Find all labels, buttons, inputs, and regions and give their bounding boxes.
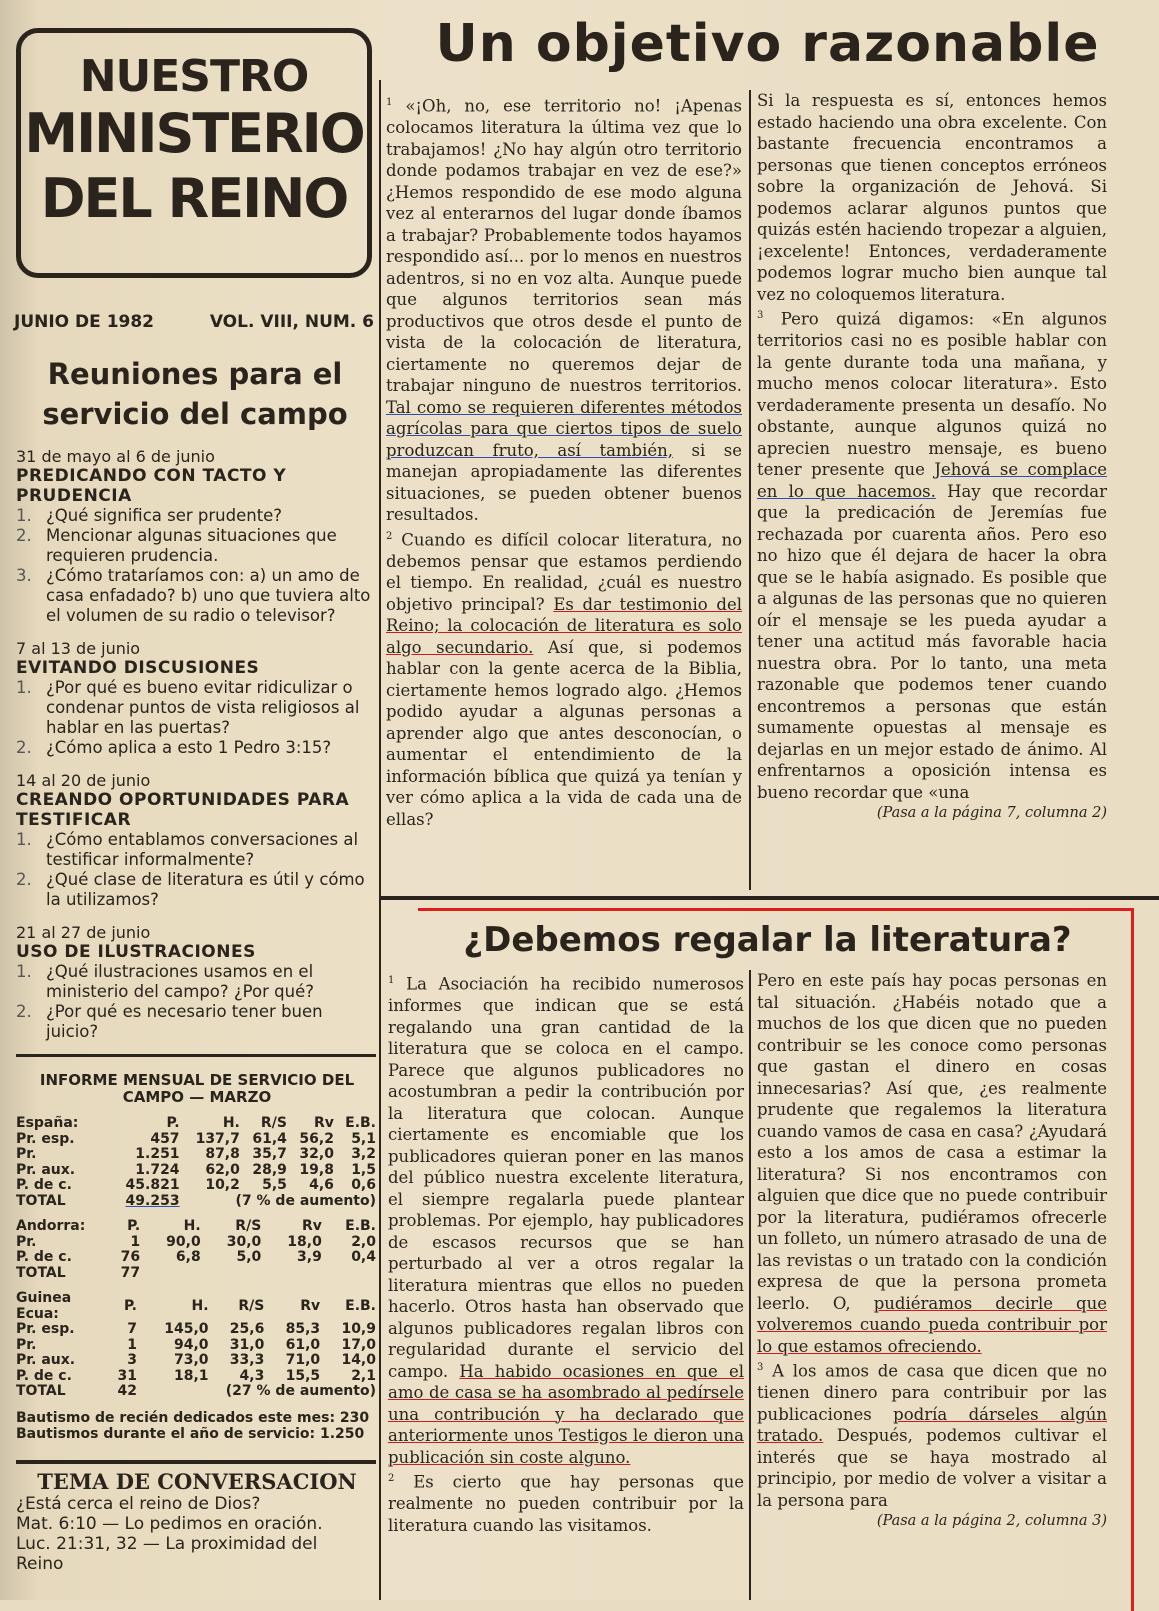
masthead-box: [16, 28, 372, 278]
table-row: Pr. esp. 457 137,7 61,4 56,2 5,1: [16, 1130, 376, 1147]
meeting-week: [16, 772, 378, 910]
continued-note: (Pasa a la página 7, columna 2): [876, 805, 1107, 821]
meeting-week: [16, 448, 378, 626]
table-row: Pr. aux. 3 73,0 33,3 71,0 14,0: [16, 1352, 376, 1368]
table-row: Pr. esp. 7 145,0 25,6 85,3 10,9: [16, 1321, 376, 1337]
article2-title: ¿Debemos regalar la literatura?: [463, 920, 1072, 960]
topic-line: Luc. 21:31, 32 — La proximidad del: [16, 1534, 318, 1554]
topic-line: ¿Está cerca el reino de Dios?: [16, 1494, 261, 1514]
column-header: R/S: [235, 1218, 262, 1234]
week-date: 7 al 13 de junio: [16, 639, 141, 658]
underlined-text: Es dar testimonio del Reino; la colocación de literatura es solo algo secundario.: [386, 594, 743, 657]
week-question: 2. Mencionar algunas situaciones que requieren prudencia.: [16, 526, 337, 565]
field-service-report: [16, 1072, 378, 1442]
table-row: P. de c. 45.821 10,2 5,5 4,6 0,6: [16, 1177, 376, 1193]
dateline: [14, 312, 374, 332]
para: si se manejan apropiadamente las diferentes situaciones, se pueden obtener buenos resultados.: [386, 440, 742, 524]
para: Si la respuesta es sí, entonces hemos estado haciendo una obra excelente. Con bastante frecuencia encontramos a personas que tienen conceptos erróneos sobre la organización de Jehová. Si podemos aclarar algunos puntos que quizás estén haciendo tropezar a alguien, ¡excelente! Entonces, verdaderamente podemos lograr mucho bien aunque tal vez no coloquemos literatura.: [757, 91, 1107, 304]
divider: [380, 896, 1159, 900]
baptism-year: Bautismos durante el año de servicio: 1.250: [16, 1425, 365, 1442]
topic-line: Reino: [16, 1554, 64, 1574]
masthead-line3: DEL REINO: [40, 167, 348, 230]
table-row: Pr. 1 90,0 30,0 18,0 2,0: [16, 1233, 376, 1250]
para: Después, podemos cultivar el interés que se haya mostrado al principio, por medio de volver a visitar a la persona para: [757, 1426, 1108, 1510]
table-row: P. de c. 76 6,8 5,0 3,9 0,4: [16, 1249, 376, 1265]
column-header: H.: [222, 1115, 240, 1131]
para: Hay que recordar que la predicación de Jeremías fue rechazada por cuarenta años. Pero eso no hizo que él dejara de hacer la obra que se le había asignado. Es posible que a algunas de las personas que no quieren oír el mensaje se les pueda ayudar a tener una actitud más favorable hacia nuestra obra. Por lo tanto, una meta razonable que podemos tener cuando encontremos a personas que están sumamente opuestas al mensaje es dejarlas en un mejor estado de ánimo. Al enfrentarnos a oposición intensa es bueno recordar que «una: [757, 481, 1107, 802]
article2-column1: $^1$ La Asociación ha recibido numerosos informes que indican que se está regalando una gran cantidad de la literatura que se coloca en el campo. Parece que algunos publicadores no acostumbran a pedir la contribución por la literatura que colocan. Aunque ciertamente es encomiable que los publicadores quieran poner en las manos del público nuestra excelente literatura, el siempre regalarla puede plantear problemas. Por ejemplo, hay publicadores de escasos recursos que se han perturbado al ver a otros regalar la literatura mientras que ellos no pueden hacerlo. Otros hasta han observado que algunos publicadores regalan libros con regularidad durante el servicio del campo. Ha habido ocasiones en que el amo de casa se ha asombrado al pedírsele una contribución y ha declarado que anteriormente unos Testigos le dieron una publicación sin coste alguno. $^2$ Es cierto que hay personas que realmente no pueden contribuir por la literatura cuando las visitamos.: [388, 974, 745, 1535]
column-header: Rv: [300, 1297, 321, 1314]
week-theme: CREANDO OPORTUNIDADES PARA TESTIFICAR: [16, 790, 350, 830]
week-theme: USO DE ILUSTRACIONES: [16, 942, 256, 962]
column-header: E.B.: [345, 1297, 376, 1314]
para: A los amos de casa que dicen que no tienen dinero para contribuir por las publicaciones: [757, 1361, 1108, 1424]
week-date: 21 al 27 de junio: [16, 923, 151, 942]
week-date: 14 al 20 de junio: [16, 771, 151, 790]
para: Cuando es difícil colocar literatura, no debemos pensar que estamos perdiendo el tiempo. En realidad, ¿cuál es nuestro objetivo principal?: [386, 530, 743, 614]
report-title: INFORME MENSUAL DE SERVICIO DEL CAMPO — MARZO: [39, 1071, 355, 1106]
column-header: P.: [123, 1297, 137, 1314]
column-rule: [749, 970, 751, 1600]
underlined-text: Tal como se requieren diferentes métodos agrícolas para que ciertos tipos de suelo produzcan fruto, así también,: [386, 397, 742, 460]
report-table: [16, 1291, 376, 1400]
article1-column1: $^1$ «¡Oh, no, ese territorio no! ¡Apenas colocamos literatura la última vez que lo trabajamos! ¿No hay algún otro territorio donde podamos trabajar en vez de ese?» ¿Hemos respondido de ese modo alguna vez al enterarnos del lugar donde íbamos a trabajar? Probablemente todos hayamos respondido así... por lo menos en nuestros adentros, si no en voz alta. Aunque puede que algunos territorios sean más productivos que otros desde el punto de vista de la colocación de literatura, ciertamente no queremos dejar de trabajar ninguno de nuestros territorios. Tal como se requieren diferentes métodos agrícolas para que ciertos tipos de suelo produzcan fruto, así también, si se manejan apropiadamente las diferentes situaciones, se pueden obtener buenos resultados. $^2$ Cuando es difícil colocar literatura, no debemos pensar que estamos perdiendo el tiempo. En realidad, ¿cuál es nuestro objetivo principal? Es dar testimonio del Reino; la colocación de literatura es solo algo secundario. Así que, si podemos hablar con la gente acerca de la Biblia, ciertamente hemos logrado algo. ¿Hemos podido ayudar a algunas personas a aprender algo que antes desconocían, o aumentar el entendimiento de la información bíblica que quizá ya tenían y ver cómo aplica a la vida de cada una de ellas?: [386, 96, 743, 829]
column-header: E.B.: [345, 1115, 376, 1131]
issue-volume: VOL. VIII, NUM. 6: [209, 312, 374, 332]
week-question: 2. ¿Por qué es necesario tener buen juicio?: [16, 1002, 323, 1041]
para: Es cierto que hay personas que realmente no pueden contribuir por la literatura cuando las visitamos.: [388, 1472, 744, 1535]
total-row: TOTAL 42 (27 % de aumento): [16, 1383, 376, 1399]
week-question: 1. ¿Qué significa ser prudente?: [16, 506, 283, 525]
table-row: Pr. 1.251 87,8 35,7 32,0 3,2: [16, 1146, 376, 1162]
para: Pero quizá digamos: «En algunos territorios casi no es posible hablar con la gente durante toda una mañana, y mucho menos colocar literatura». Esto verdaderamente presenta un desafío. No obstante, aunque algunos quizá no aprecien nuestro mensaje, es bueno tener presente que: [757, 309, 1107, 479]
baptism-month: Bautismo de recién dedicados este mes: 230: [16, 1409, 370, 1426]
masthead-line1: NUESTRO: [79, 51, 309, 102]
week-question: 2. ¿Cómo aplica a esto 1 Pedro 3:15?: [16, 738, 332, 757]
column-header: R/S: [260, 1115, 287, 1131]
column-header: R/S: [238, 1297, 265, 1314]
country-name: Guinea Ecua:: [16, 1290, 72, 1322]
report-table: [16, 1116, 376, 1209]
article1-column2: Si la respuesta es sí, entonces hemos estado haciendo una obra excelente. Con bastante frecuencia encontramos a personas que tienen conceptos erróneos sobre la organización de Jehová. Si podemos aclarar algunos puntos que quizás estén haciendo tropezar a alguien, ¡excelente! Entonces, verdaderamente podemos lograr mucho bien aunque tal vez no coloquemos literatura. $^3$ Pero quizá digamos: «En algunos territorios casi no es posible hablar con la gente durante toda una mañana, y mucho menos colocar literatura». Esto verdaderamente presenta un desafío. No obstante, aunque algunos quizá no aprecien nuestro mensaje, es bueno tener presente que Jehová se complace en lo que hacemos. Hay que recordar que la predicación de Jeremías fue rechazada por cuarenta años. Pero eso no hizo que él dejara de hacer la obra que se le había asignado. Es posible que a algunas de las personas que no quieren oír el mensaje se les pueda ayudar a tener una actitud más favorable hacia nuestra obra. Por lo tanto, una meta razonable que podemos tener cuando encontremos a personas que están sumamente opuestas al mensaje es dejarlas en un mejor estado de ánimo. Al enfrentarnos a oposición intensa es bueno recordar que «una (Pasa a la página 7, columna 2): [757, 90, 1107, 825]
para: «¡Oh, no, ese territorio no! ¡Apenas colocamos literatura la última vez que lo trabajamos! ¿No hay algún otro territorio donde podamos trabajar en vez de ese?» ¿Hemos respondido de ese modo alguna vez al enterarnos del lugar donde íbamos a trabajar? Probablemente todos hayamos respondido así... por lo menos en nuestros adentros, si no en voz alta. Aunque puede que algunos territorios sean más productivos que otros desde el punto de vista de la colocación de literatura, ciertamente no queremos dejar de trabajar ninguno de nuestros territorios.: [386, 96, 742, 395]
underlined-text: Jehová se complace en lo que hacemos.: [757, 460, 1107, 501]
column-header: P.: [127, 1218, 141, 1234]
week-question: 1. ¿Por qué es bueno evitar ridiculizar o condenar puntos de vista religiosos al hablar en las puertas?: [16, 678, 360, 737]
table-row: Pr. 1 94,0 31,0 61,0 17,0: [16, 1336, 376, 1353]
total-row: TOTAL 77: [16, 1264, 141, 1281]
column-rule: [749, 90, 751, 890]
table-row: Pr. aux. 1.724 62,0 28,9 19,8 1,5: [16, 1161, 376, 1178]
underlined-text: Ha habido ocasiones en que el amo de casa se ha asombrado al pedírsele una contribución y ha declarado que anteriormente unos Testigos le dieron una publicación sin coste alguno.: [388, 1361, 745, 1467]
column-header: H.: [183, 1218, 201, 1234]
divider: [16, 1054, 376, 1057]
week-theme: PREDICANDO CON TACTO Y PRUDENCIA: [16, 466, 287, 506]
conversation-topic: [16, 1470, 378, 1574]
issue-date: JUNIO DE 1982: [14, 312, 155, 332]
week-question: 1. ¿Qué ilustraciones usamos en el ministerio del campo? ¿Por qué?: [16, 962, 314, 1001]
topic-line: Mat. 6:10 — Lo pedimos en oración.: [16, 1514, 323, 1534]
column-header: E.B.: [345, 1218, 376, 1234]
meeting-week: [16, 924, 378, 1042]
article2-column2: Pero en este país hay pocas personas en tal situación. ¿Habéis notado que a muchos de los que dicen que no pueden contribuir se les conoce como personas que gastan el dinero en cosas innecesarias? Así que, ¿es realmente prudente que regalemos la literatura cuando vamos de casa en casa? ¿Ayudará esto a los amos de casa a estimar la literatura? Si nos encontramos con alguien que dice que no puede contribuir por la literatura, pudiéramos ofrecerle un folleto, un número atrasado de una de las revistas o un tratado con la condición expresa de que la persona prometa leerlo. O, pudiéramos decirle que volveremos cuando pueda contribuir por lo que estamos ofreciendo. $^3$ A los amos de casa que dicen que no tienen dinero para contribuir por las publicaciones podría dárseles algún tratado. Después, podemos cultivar el interés que se haya mostrado al principio, por medio de volver a visitar a la persona para (Pasa a la página 2, columna 3): [757, 970, 1107, 1533]
underlined-text: pudiéramos decirle que volveremos cuando pueda contribuir por lo que estamos ofreciendo.: [757, 1293, 1107, 1356]
underlined-text: podría dárseles algún tratado.: [757, 1404, 1108, 1445]
para: La Asociación ha recibido numerosos informes que indican que se está regalando una gran cantidad de la literatura que se coloca en el campo. Parece que algunos publicadores no acostumbran a pedir la contribución por la literatura que colocan. Aunque ciertamente es encomiable que los publicadores quieran poner en las manos del público nuestra excelente literatura, el siempre regalarla puede plantear problemas. Por ejemplo, hay publicadores de escasos recursos que se han perturbado al ver a otros regalar la literatura mientras que ellos no pueden hacerlo. Otros hasta han observado que algunos publicadores regalan libros con regularidad durante el servicio del campo.: [388, 974, 744, 1381]
divider: [16, 1460, 376, 1464]
column-header: P.: [166, 1115, 180, 1131]
column-rule: [379, 80, 381, 1600]
para: Así que, si podemos hablar con la gente acerca de la Biblia, ciertamente hemos logrado algo. ¿Hemos podido ayudar a algunas personas a aprender algo que antes desconocían, o aumentar el entendimiento de la información bíblica que quizá ya tenían y ver cómo aplica a la vida de cada una de ellas?: [386, 637, 742, 829]
week-theme: EVITANDO DISCUSIONES: [16, 658, 260, 678]
continued-note: (Pasa a la página 2, columna 3): [876, 1513, 1107, 1529]
meeting-week: [16, 640, 378, 758]
total-row: TOTAL 49.253 (7 % de aumento): [16, 1192, 376, 1209]
article1-title: Un objetivo razonable: [435, 14, 1100, 74]
week-date: 31 de mayo al 6 de junio: [16, 447, 215, 466]
country-name: España:: [16, 1115, 79, 1131]
masthead-line2: MINISTERIO: [24, 102, 364, 165]
week-question: 3. ¿Cómo trataríamos con: a) un amo de casa enfadado? b) uno que tuviera alto el volumen de su radio o televisor?: [16, 566, 371, 625]
column-header: Rv: [314, 1115, 334, 1131]
meetings-heading: Reuniones para el servicio del campo: [42, 357, 348, 431]
column-header: H.: [191, 1297, 209, 1314]
para: Pero en este país hay pocas personas en tal situación. ¿Habéis notado que a muchos de los que dicen que no pueden contribuir se les conoce como personas que gastan el dinero en cosas innecesarias? Así que, ¿es realmente prudente que regalemos la literatura cuando vamos de casa en casa? ¿Ayudará esto a los amos de casa a estimar la literatura? Si nos encontramos con alguien que dice que no puede contribuir por la literatura, pudiéramos ofrecerle un folleto, un número atrasado de una de las revistas o un tratado con la condición expresa de que la persona prometa leerlo. O,: [757, 971, 1107, 1313]
topic-title: TEMA DE CONVERSACION: [37, 1469, 357, 1494]
country-name: Andorra:: [16, 1218, 86, 1234]
column-header: Rv: [301, 1218, 322, 1234]
report-table: [16, 1219, 376, 1281]
table-row: P. de c. 31 18,1 4,3 15,5 2,1: [16, 1367, 376, 1384]
meetings-schedule: [16, 448, 378, 1056]
week-question: 2. ¿Qué clase de literatura es útil y cómo la utilizamos?: [16, 870, 365, 909]
week-question: 1. ¿Cómo entablamos conversaciones al testificar informalmente?: [16, 830, 359, 869]
